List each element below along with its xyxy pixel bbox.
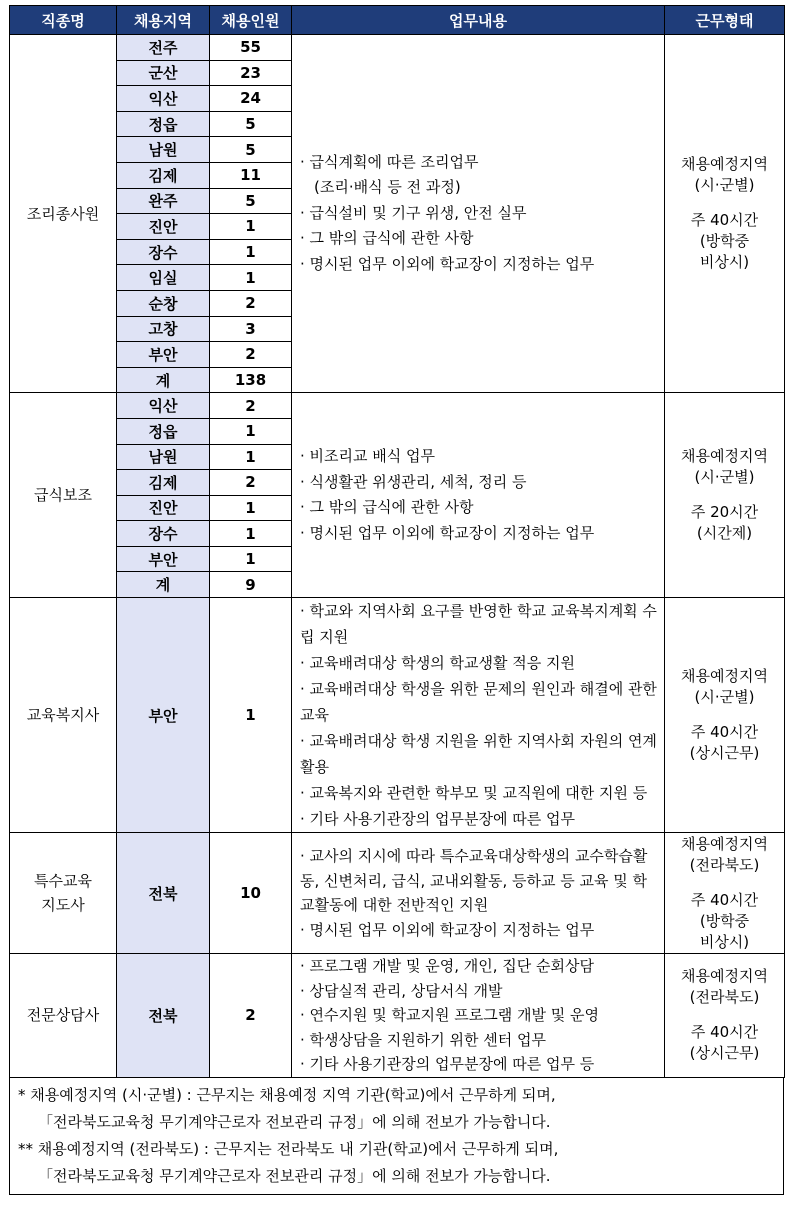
count-cell: 1 (210, 546, 292, 572)
table-body (10, 35, 785, 1078)
worktype-gap (665, 876, 784, 890)
duty-item: · 명시된 업무 이외에 학교장이 지정하는 업무 (300, 254, 595, 273)
footnote-1: * 채용예정지역 (시·군별) : 근무지는 채용예정 지역 기관(학교)에서 근무하게 되며, (18, 1085, 556, 1104)
worktype-line: (시·군별) (694, 468, 755, 487)
duty-item: (조리·배식 등 전 과정) (314, 178, 461, 197)
duty-item: · 교육배려대상 학생을 위한 문제의 원인과 해결에 관한 교육 (300, 680, 657, 725)
region-cell: 계 (117, 572, 210, 598)
duty-item: · 그 밖의 급식에 관한 사항 (300, 229, 474, 248)
duty-item: · 프로그램 개발 및 운영, 개인, 집단 순회상담 (300, 957, 595, 976)
job-name: 조리종사원 (10, 35, 117, 393)
worktype-line: 주 40시간 (690, 890, 759, 909)
count-cell: 10 (210, 833, 292, 954)
worktype-line: 채용예정지역 (681, 667, 768, 686)
worktype-line: (시·군별) (694, 176, 755, 195)
recruitment-table (9, 5, 785, 1078)
header-worktype: 근무형태 (665, 6, 785, 35)
duty-item: · 학교와 지역사회 요구를 반영한 학교 교육복지계획 수립 지원 (300, 602, 657, 647)
count-cell: 1 (210, 521, 292, 547)
count-cell: 2 (210, 342, 292, 368)
count-cell: 1 (210, 418, 292, 444)
region-cell: 부안 (117, 342, 210, 368)
worktype-line: (전라북도) (689, 988, 760, 1007)
worktype-line: 채용예정지역 (681, 834, 768, 853)
region-cell: 임실 (117, 265, 210, 291)
duties-cell (292, 833, 665, 954)
count-cell: 24 (210, 86, 292, 112)
recruitment-table-container (9, 5, 784, 1195)
count-cell: 1 (210, 444, 292, 470)
region-cell: 전주 (117, 35, 210, 61)
worktype-line: 비상시) (699, 932, 750, 951)
duty-item: · 교육배려대상 학생의 학교생활 적응 지원 (300, 654, 575, 673)
footnote-2: ** 채용예정지역 (전라북도) : 근무지는 전라북도 내 기관(학교)에서 근무하게 되며, (18, 1139, 559, 1158)
region-cell: 전북 (117, 954, 210, 1078)
region-cell: 장수 (117, 239, 210, 265)
worktype-line: (전라북도) (689, 855, 760, 874)
duty-item: · 명시된 업무 이외에 학교장이 지정하는 업무 (300, 523, 595, 542)
table-row (10, 954, 785, 1078)
duties-cell (292, 393, 665, 598)
region-cell: 장수 (117, 521, 210, 547)
duties-cell (292, 954, 665, 1078)
worktype-cell (665, 954, 785, 1078)
worktype-gap (665, 708, 784, 722)
region-cell: 계 (117, 367, 210, 393)
region-cell: 순창 (117, 290, 210, 316)
duty-item: · 학생상담을 지원하기 위한 센터 업무 (300, 1030, 546, 1049)
worktype-line: (방학중 (699, 911, 750, 930)
worktype-cell (665, 833, 785, 954)
worktype-line: (시·군별) (694, 688, 755, 707)
worktype-line: (시간제) (696, 524, 753, 543)
duty-item: · 비조리교 배식 업무 (300, 447, 435, 466)
header-duties: 업무내용 (292, 6, 665, 35)
region-cell: 남원 (117, 137, 210, 163)
duties-cell (292, 35, 665, 393)
region-cell: 정읍 (117, 418, 210, 444)
worktype-line: 채용예정지역 (681, 155, 768, 174)
count-cell: 138 (210, 367, 292, 393)
count-cell: 1 (210, 239, 292, 265)
count-cell: 5 (210, 111, 292, 137)
count-cell: 2 (210, 290, 292, 316)
worktype-cell (665, 393, 785, 598)
count-cell: 2 (210, 954, 292, 1078)
job-name: 급식보조 (10, 393, 117, 598)
count-cell: 3 (210, 316, 292, 342)
job-name: 특수교육 지도사 (10, 833, 117, 954)
count-cell: 9 (210, 572, 292, 598)
header-job: 직종명 (10, 6, 117, 35)
worktype-gap (665, 488, 784, 502)
count-cell: 1 (210, 598, 292, 833)
worktype-line: 채용예정지역 (681, 967, 768, 986)
duty-item: · 기타 사용기관장의 업무분장에 따른 업무 등 (300, 1055, 595, 1074)
duty-item: · 상담실적 관리, 상담서식 개발 (300, 981, 503, 1000)
duty-item: · 식생활관 위생관리, 세척, 정리 등 (300, 472, 527, 491)
region-cell: 완주 (117, 188, 210, 214)
worktype-line: (방학중 (699, 232, 750, 251)
worktype-line: 비상시) (699, 253, 750, 272)
duty-item: · 급식설비 및 기구 위생, 안전 실무 (300, 203, 527, 222)
count-cell: 1 (210, 214, 292, 240)
duty-item: · 교육배려대상 학생 지원을 위한 지역사회 자원의 연계 활용 (300, 732, 657, 777)
worktype-line: 주 20시간 (690, 503, 759, 522)
count-cell: 5 (210, 137, 292, 163)
region-cell: 김제 (117, 470, 210, 496)
region-cell: 전북 (117, 833, 210, 954)
worktype-gap (665, 196, 784, 210)
region-cell: 익산 (117, 86, 210, 112)
table-row (10, 598, 785, 833)
region-cell: 진안 (117, 495, 210, 521)
table-row (10, 393, 785, 419)
worktype-line: 주 40시간 (690, 723, 759, 742)
region-cell: 부안 (117, 598, 210, 833)
duties-cell (292, 598, 665, 833)
worktype-line: (상시근무) (689, 744, 760, 763)
region-cell: 부안 (117, 546, 210, 572)
count-cell: 2 (210, 470, 292, 496)
count-cell: 2 (210, 393, 292, 419)
worktype-line: (상시근무) (689, 1044, 760, 1063)
region-cell: 군산 (117, 60, 210, 86)
duty-item: · 명시된 업무 이외에 학교장이 지정하는 업무 (300, 920, 595, 939)
footnotes (9, 1078, 784, 1195)
table-row (10, 35, 785, 61)
worktype-cell (665, 598, 785, 833)
duty-item: · 그 밖의 급식에 관한 사항 (300, 498, 474, 517)
job-name: 전문상담사 (10, 954, 117, 1078)
count-cell: 1 (210, 495, 292, 521)
worktype-line: 주 40시간 (690, 211, 759, 230)
header-row (10, 6, 785, 35)
worktype-gap (665, 1008, 784, 1022)
table-row (10, 833, 785, 954)
header-region: 채용지역 (117, 6, 210, 35)
region-cell: 정읍 (117, 111, 210, 137)
duty-item: · 기타 사용기관장의 업무분장에 따른 업무 (300, 810, 575, 829)
count-cell: 23 (210, 60, 292, 86)
worktype-cell (665, 35, 785, 393)
job-name: 교육복지사 (10, 598, 117, 833)
region-cell: 김제 (117, 162, 210, 188)
footnote-2-cont: 「전라북도교육청 무기계약근로자 전보관리 규정」에 의해 전보가 가능합니다. (38, 1166, 551, 1185)
count-cell: 11 (210, 162, 292, 188)
region-cell: 익산 (117, 393, 210, 419)
count-cell: 55 (210, 35, 292, 61)
header-count: 채용인원 (210, 6, 292, 35)
duty-item: · 연수지원 및 학교지원 프로그램 개발 및 운영 (300, 1006, 599, 1025)
footnote-1-cont: 「전라북도교육청 무기계약근로자 전보관리 규정」에 의해 전보가 가능합니다. (38, 1112, 551, 1131)
region-cell: 남원 (117, 444, 210, 470)
region-cell: 진안 (117, 214, 210, 240)
worktype-line: 채용예정지역 (681, 447, 768, 466)
duty-item: · 교육복지와 관련한 학부모 및 교직원에 대한 지원 등 (300, 784, 648, 803)
worktype-line: 주 40시간 (690, 1023, 759, 1042)
count-cell: 1 (210, 265, 292, 291)
duty-item: · 교사의 지시에 따라 특수교육대상학생의 교수학습활동, 신변처리, 급식, 교내외활동, 등하교 등 교육 및 학교활동에 대한 전반적인 지원 (300, 847, 648, 915)
region-cell: 고창 (117, 316, 210, 342)
duty-item: · 급식계획에 따른 조리업무 (300, 152, 479, 171)
count-cell: 5 (210, 188, 292, 214)
